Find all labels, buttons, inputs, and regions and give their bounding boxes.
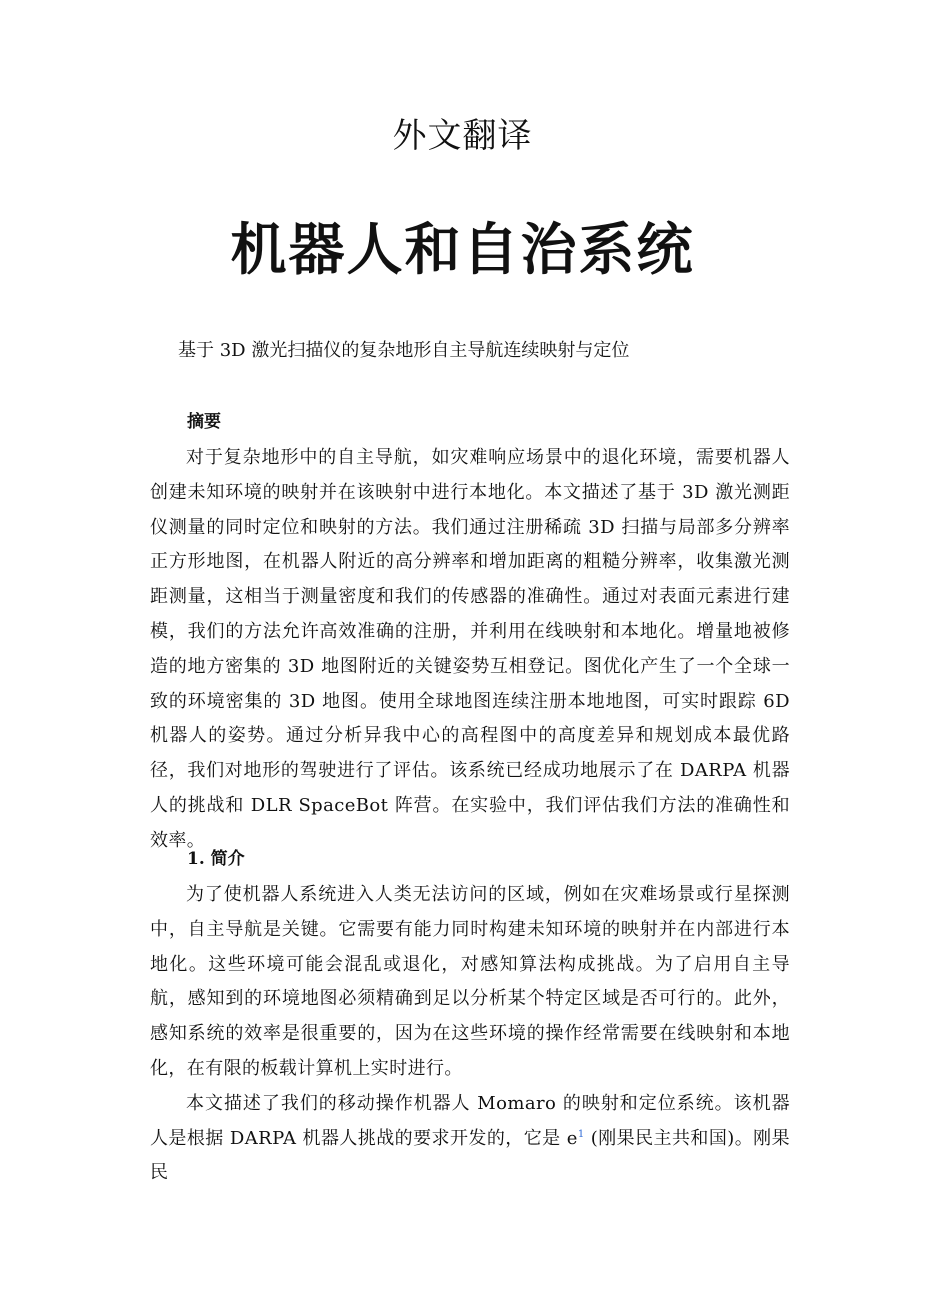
header-title: 外文翻译 [392, 116, 533, 156]
introduction-heading: 1. 简介 [187, 849, 245, 869]
introduction-body [150, 878, 790, 1191]
paragraph-2-text-start: 本文描述了我们的移动操作机器人 Momaro 的映射和定位系统。该机器人是根据 DARPA 机器人挑战的要求开发的，它是 e [150, 1092, 790, 1149]
footnote-reference[interactable]: 1 [577, 1128, 585, 1140]
abstract-heading: 摘要 [187, 412, 221, 432]
introduction-paragraph-1: 为了使机器人系统进入人类无法访问的区域，例如在灾难场景或行星探测中，自主导航是关键。它需要有能力同时构建未知环境的映射并在内部进行本地化。这些环境可能会混乱或退化，对感知算法构成挑战。为了启用自主导航，感知到的环境地图必须精确到足以分析某个特定区域是否可行的。此外，感知系统的效率是很重要的，因为在这些环境的操作经常需要在线映射和本地化，在有限的板载计算机上实时进行。 [150, 884, 790, 1079]
abstract-body [150, 441, 790, 859]
main-title: 机器人和自治系统 [230, 217, 695, 283]
paragraph-2-text-end: (刚果民主共和国)。刚果民 [150, 1127, 790, 1184]
introduction-paragraph-2 [150, 1087, 790, 1191]
paper-subtitle: 基于 3D 激光扫描仪的复杂地形自主导航连续映射与定位 [178, 340, 630, 361]
abstract-paragraph: 对于复杂地形中的自主导航，如灾难响应场景中的退化环境，需要机器人创建未知环境的映射并在该映射中进行本地化。本文描述了基于 3D 激光测距仪测量的同时定位和映射的方法。我们通过注册稀疏 3D 扫描与局部多分辨率正方形地图，在机器人附近的高分辨率和增加距离的粗糙分辨率，收集激光测距测量，这相当于测量密度和我们的传感器的准确性。通过对表面元素进行建模，我们的方法允许高效准确的注册，并利用在线映射和本地化。增量地被修造的地方密集的 3D 地图附近的关键姿势互相登记。图优化产生了一个全球一致的环境密集的 3D 地图。使用全球地图连续注册本地地图，可实时跟踪 6D 机器人的姿势。通过分析异我中心的高程图中的高度差异和规划成本最优路径，我们对地形的驾驶进行了评估。该系统已经成功地展示了在 DARPA 机器人的挑战和 DLR SpaceBot 阵营。在实验中，我们评估我们方法的准确性和效率。 [150, 447, 790, 851]
